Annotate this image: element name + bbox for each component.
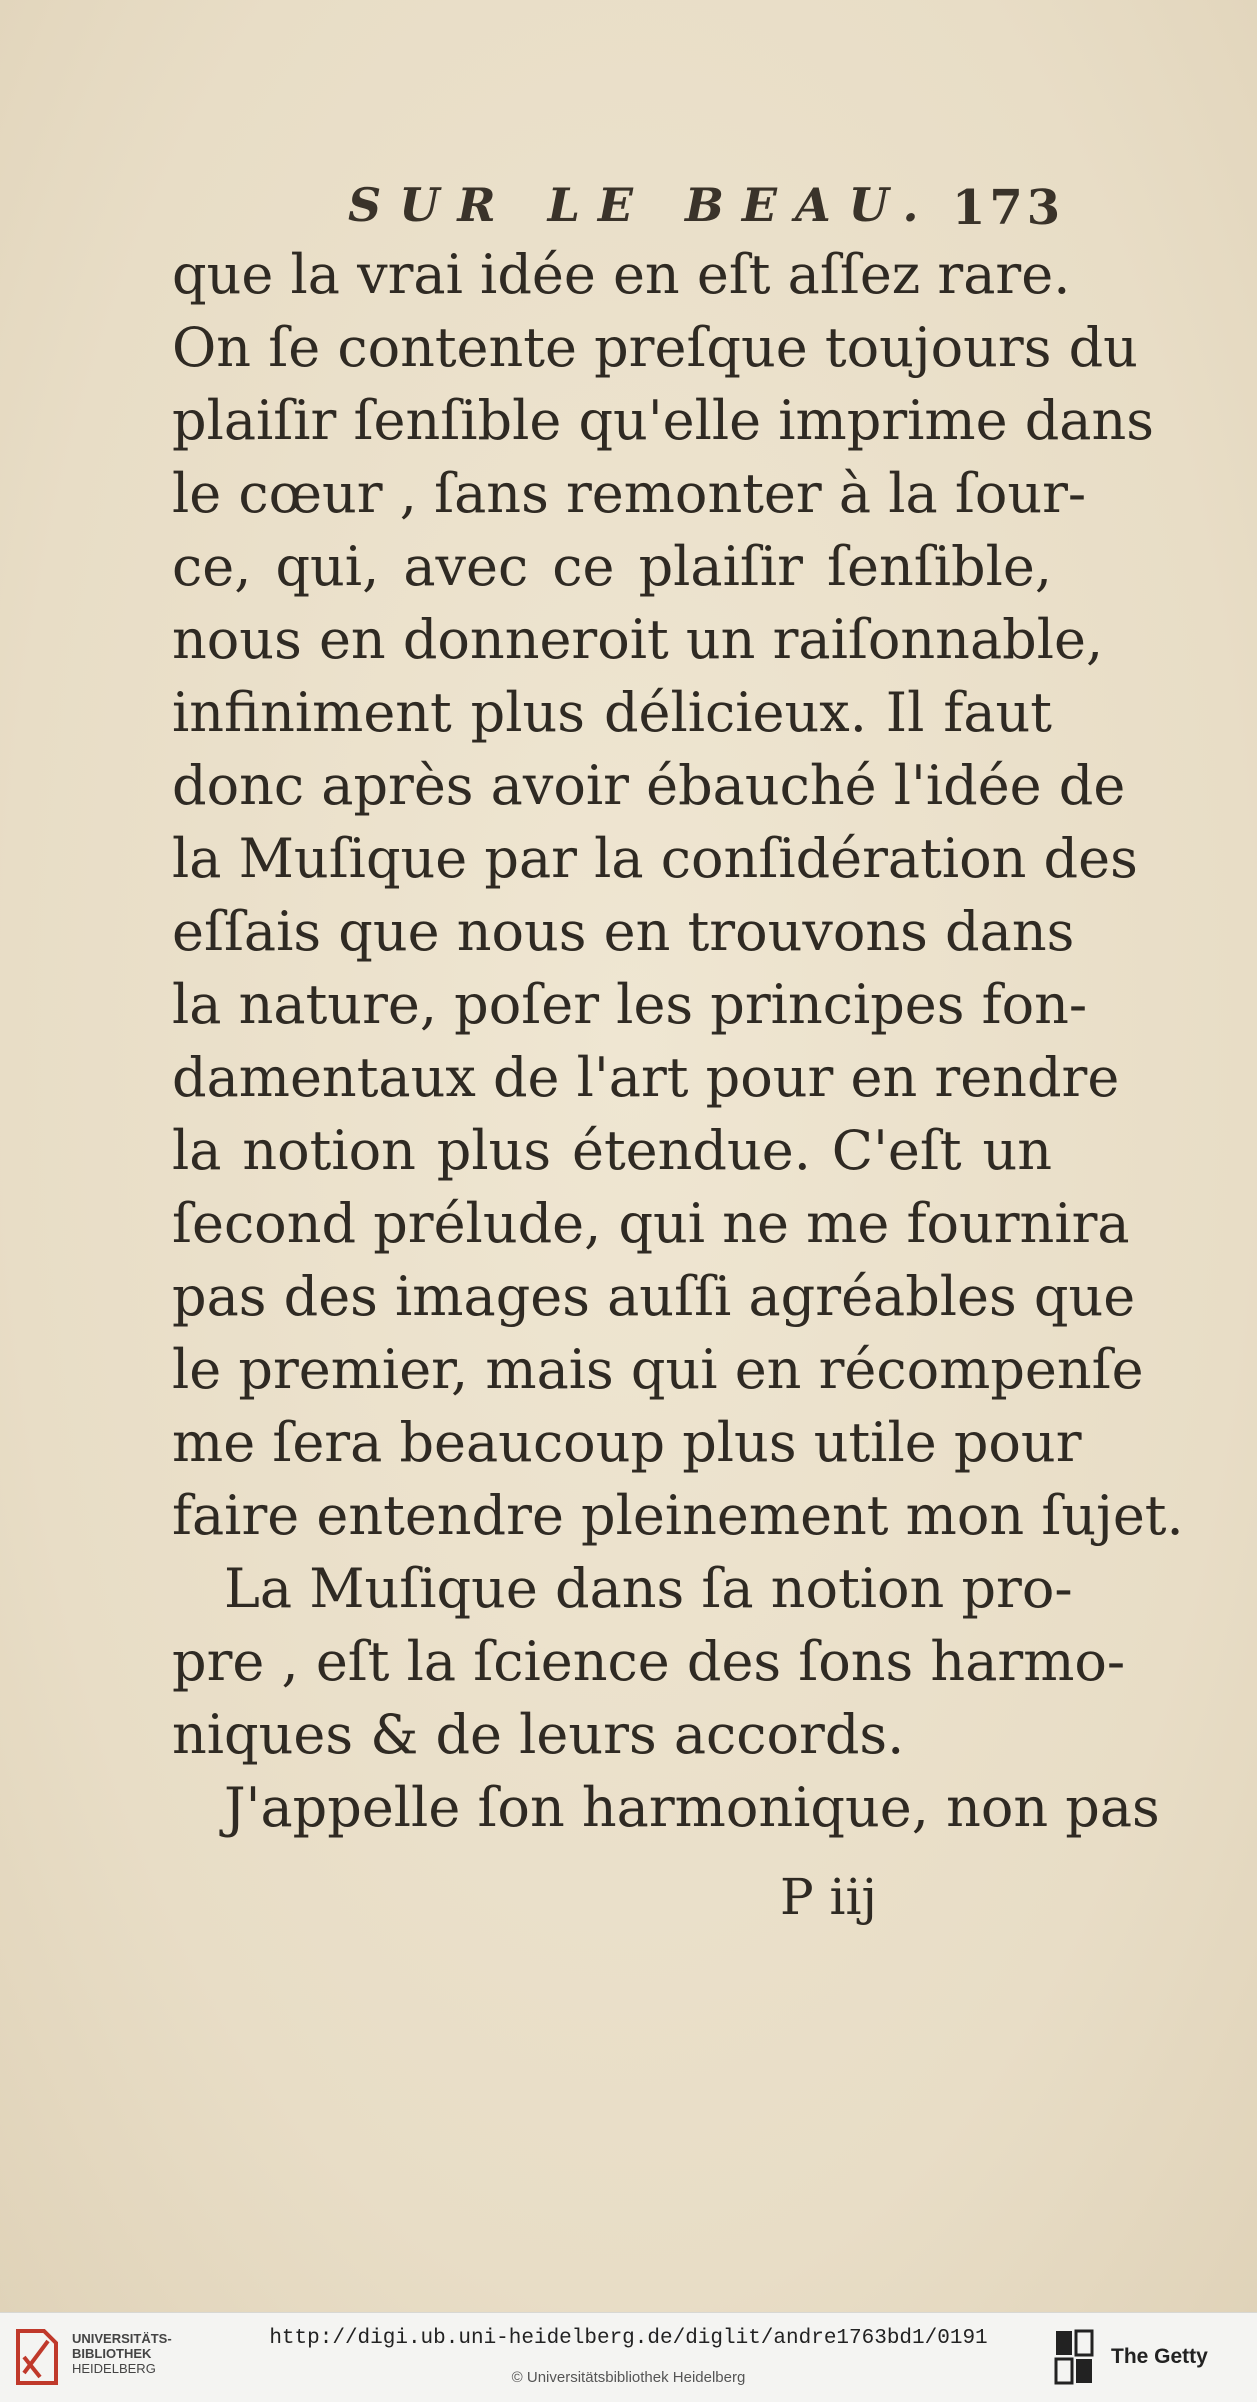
- text-line: le cœur , ſans remonter à la ſour-: [172, 462, 1087, 525]
- text-line: La Muſique dans ſa notion pro-: [224, 1557, 1073, 1620]
- text-line: donc après avoir ébauché l'idée de: [172, 754, 1126, 817]
- text-line: J'appelle ſon harmonique, non pas: [224, 1776, 1160, 1839]
- text-line: eſſais que nous en trouvons dans: [172, 900, 1075, 963]
- text-line: infiniment plus délicieux. Il faut: [172, 681, 1052, 744]
- text-line: damentaux de l'art pour en rendre: [172, 1046, 1120, 1109]
- body-text: [172, 238, 1184, 1844]
- permalink-url[interactable]: http://digi.ub.uni-heidelberg.de/diglit/andre1763bd1/0191: [269, 2327, 988, 2350]
- text-line: ſecond prélude, qui ne me fournira: [172, 1192, 1130, 1255]
- text-line: me ſera beaucoup plus utile pour: [172, 1411, 1082, 1474]
- text-line: le premier, mais qui en récompenſe: [172, 1338, 1144, 1401]
- text-line: la nature, poſer les principes fon-: [172, 973, 1088, 1036]
- text-line: la Muſique par la conſidération des: [172, 827, 1138, 890]
- signature-mark: P iij: [780, 1868, 878, 1926]
- text-line: plaiſir ſenſible qu'elle imprime dans: [172, 389, 1154, 452]
- library-name-label: UNIVERSITÄTS- BIBLIOTHEK: [72, 2331, 172, 2361]
- text-line: ce, qui, avec ce plaiſir ſenſible,: [172, 535, 1052, 598]
- text-line: niques & de leurs accords.: [172, 1703, 905, 1766]
- text-line: faire entendre pleinement mon ſujet.: [172, 1484, 1184, 1547]
- text-line: pas des images auſſi agréables que: [172, 1265, 1136, 1328]
- partner-name[interactable]: The Getty: [1111, 2345, 1208, 2368]
- text-line: que la vrai idée en eſt aſſez rare.: [172, 243, 1071, 306]
- text-line: On ſe contente preſque toujours du: [172, 316, 1138, 379]
- text-line: pre , eſt la ſcience des ſons harmo-: [172, 1630, 1126, 1693]
- running-head: SUR LE BEAU.: [348, 178, 937, 232]
- library-city-label: HEIDELBERG: [72, 2361, 156, 2376]
- copyright-notice: © Universitätsbibliothek Heidelberg: [511, 2369, 746, 2386]
- page-number: 173: [952, 180, 1065, 236]
- text-line: la notion plus étendue. C'eſt un: [172, 1119, 1052, 1182]
- footer-bar: [0, 2312, 1257, 2402]
- text-line: nous en donneroit un raiſonnable,: [172, 608, 1104, 671]
- getty-logo-icon[interactable]: [1054, 2329, 1094, 2385]
